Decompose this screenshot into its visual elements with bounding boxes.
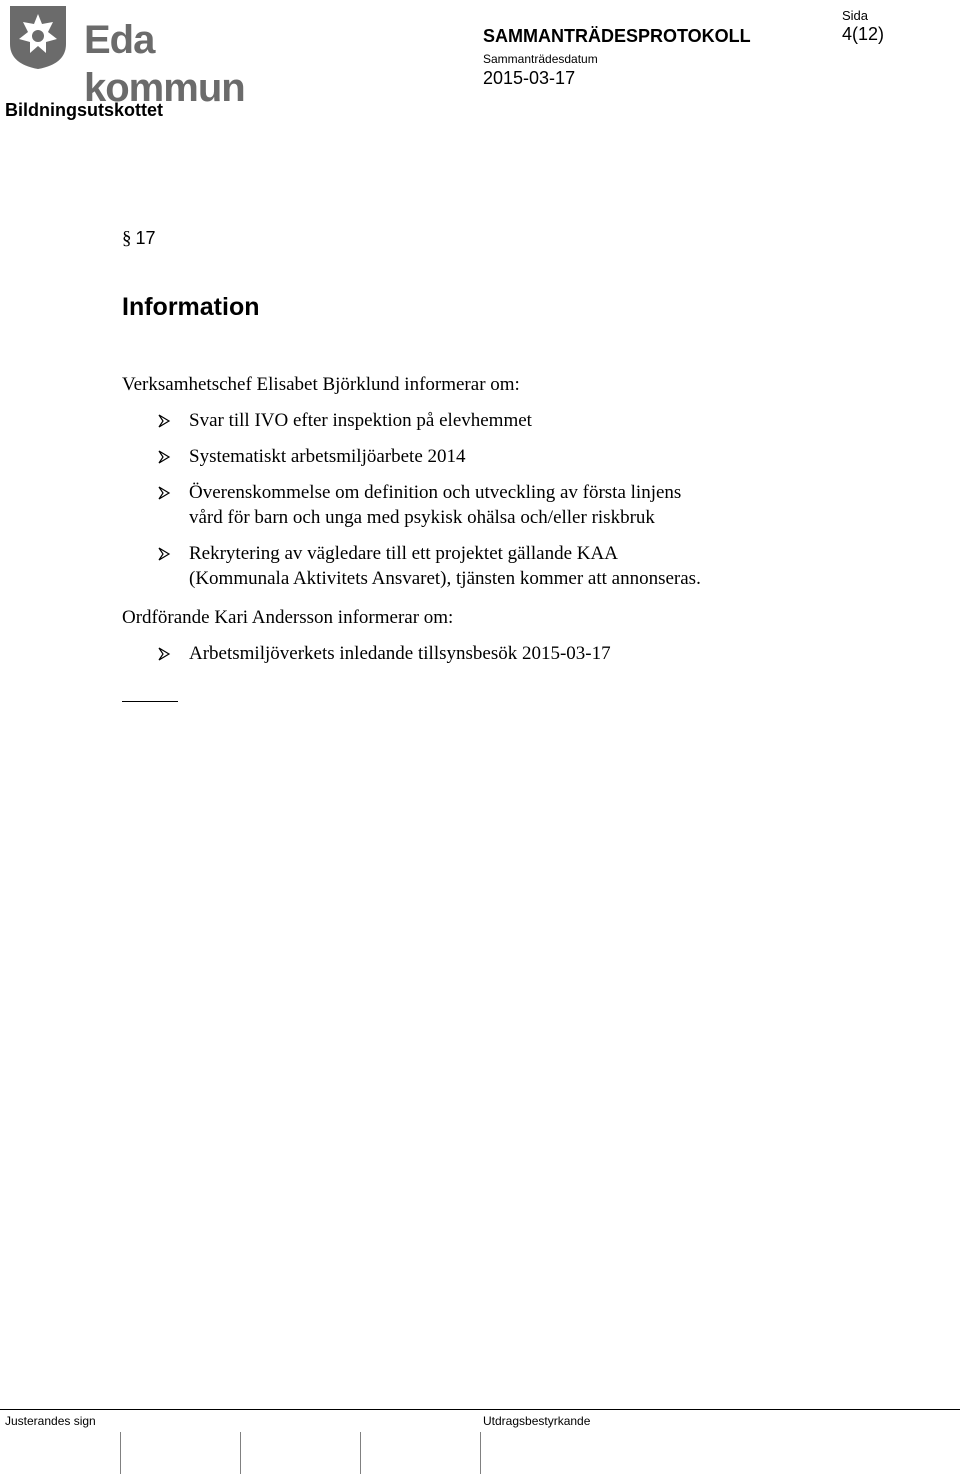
certification-label: Utdragsbestyrkande — [483, 1414, 591, 1428]
signature-box-divider — [240, 1432, 241, 1474]
document-type: SAMMANTRÄDESPROTOKOLL — [483, 26, 751, 46]
section-title: Information — [122, 293, 260, 321]
section-number — [122, 228, 156, 250]
list-item — [157, 641, 917, 666]
signature-box-divider — [360, 1432, 361, 1474]
intro-text: Verksamhetschef Elisabet Björklund informerar om: — [122, 374, 520, 395]
list-item — [157, 480, 917, 530]
list-item — [157, 541, 917, 591]
page-label: Sida — [842, 8, 869, 23]
list-item — [157, 444, 917, 469]
chair-information-list — [157, 641, 917, 677]
list-item — [157, 408, 917, 433]
list-item-line: Arbetsmiljöverkets inledande tillsynsbesök 2015-03-17 — [189, 643, 611, 664]
committee-name: Bildningsutskottet — [5, 100, 163, 120]
section-number-value: 17 — [135, 228, 156, 248]
footer-divider — [0, 1409, 960, 1410]
logo-text: Eda kommun — [84, 18, 245, 110]
arrow-bullet-icon — [157, 414, 171, 428]
eda-kommun-logo — [8, 4, 298, 110]
list-item-line: Svar till IVO efter inspektion på elevhemmet — [189, 410, 532, 431]
list-item-line: (Kommunala Aktivitets Ansvaret), tjänsten kommer att annonseras. — [189, 568, 701, 589]
list-item-line: Rekrytering av vägledare till ett projektet gällande KAA — [189, 543, 618, 564]
meeting-date: 2015-03-17 — [483, 68, 576, 88]
list-item-line: Överenskommelse om definition och utveckling av första linjens — [189, 482, 682, 503]
arrow-bullet-icon — [157, 647, 171, 661]
page-number: 4(12) — [842, 24, 885, 44]
signature-box-divider — [120, 1432, 121, 1474]
list-item-line: Systematiskt arbetsmiljöarbete 2014 — [189, 446, 466, 467]
section-end-rule — [122, 701, 178, 702]
information-list — [157, 408, 917, 602]
arrow-bullet-icon — [157, 486, 171, 500]
section-symbol: § — [122, 228, 132, 249]
signature-label: Justerandes sign — [5, 1414, 96, 1428]
signature-box-divider — [480, 1432, 481, 1474]
list-item-line: vård för barn och unga med psykisk ohälsa och/eller riskbruk — [189, 507, 655, 528]
arrow-bullet-icon — [157, 547, 171, 561]
intro-text-chair: Ordförande Kari Andersson informerar om: — [122, 607, 454, 628]
meeting-date-label: Sammanträdesdatum — [483, 52, 598, 66]
municipal-crest-icon — [8, 4, 68, 70]
arrow-bullet-icon — [157, 450, 171, 464]
